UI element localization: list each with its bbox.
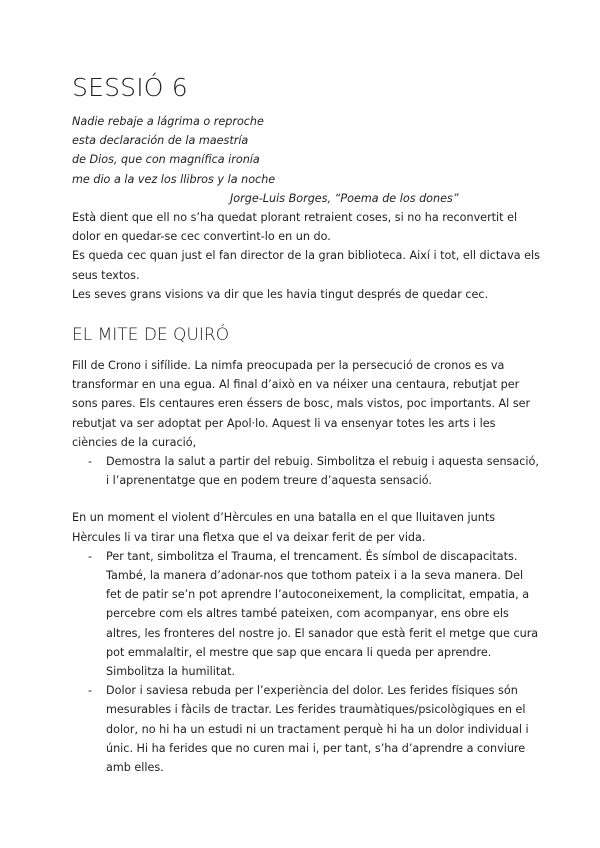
list-item bbox=[88, 547, 540, 681]
section-heading: EL MITE DE QUIRÓ bbox=[72, 325, 230, 346]
intro-paragraph: Les seves grans visions va dir que les havia tingut després de quedar cec. bbox=[72, 287, 489, 301]
list-item-text: Demostra la salut a partir del rebuig. Simbolitza el rebuig i aquesta sensació, i l’aprenentatge que en podem treure d’aquesta sensació. bbox=[106, 455, 539, 488]
dash-bullet: - bbox=[88, 455, 93, 469]
intro-paragraph: Es queda cec quan just el fan director de la gran biblioteca. Així i tot, ell dictava els seus textos. bbox=[72, 249, 540, 282]
list-item-text: Dolor i saviesa rebuda per l’experiència del dolor. Les ferides físiques són mesurables i fàcils de tractar. Les ferides traumàtiques/psicològiques en el dolor, no hi ha un estudi ni un tractament perquè hi ha un dolor individual i únic. Hi ha ferides que no curen mai i, per tant, s’ha d’aprendre a conviure amb elles. bbox=[106, 684, 529, 775]
dash-bullet: - bbox=[88, 684, 93, 698]
poem-line: de Dios, que con magnífica ironía bbox=[72, 153, 260, 167]
body-paragraph: Fill de Crono i sifílide. La nimfa preocupada per la persecució de cronos es va transformar en una egua. Al final d’això en va néixer una centaura, rebutjat per sons pares. Els centaures eren éssers de bosc, mals vistos, poc importants. Al ser rebutjat va ser adoptat per Apol·lo. Aquest li va ensenyar totes les arts i les ciències de la curació, bbox=[72, 359, 531, 449]
poem-line: me dio a la vez los llibros y la noche bbox=[72, 172, 276, 186]
list-item bbox=[88, 681, 540, 777]
poem-epigraph bbox=[72, 112, 540, 208]
paragraph-spacer bbox=[72, 490, 540, 508]
bullet-list bbox=[72, 547, 540, 777]
intro-paragraph: Està dient que ell no s’ha quedat plorant retraient coses, si no ha reconvertit el dolor en quedar-se cec convertint-lo en un do. bbox=[72, 211, 518, 244]
poem-line: Nadie rebaje a lágrima o reproche bbox=[72, 115, 264, 128]
body-paragraph: En un moment el violent d’Hèrcules en una batalla en el que lluitaven junts Hèrcules li va tirar una fletxa que el va deixar ferit de per vida. bbox=[72, 511, 496, 544]
list-item bbox=[88, 452, 540, 490]
page-title: SESSIÓ 6 bbox=[72, 73, 188, 102]
document-page bbox=[72, 72, 540, 777]
dash-bullet: - bbox=[88, 549, 93, 563]
poem-attribution: Jorge-Luis Borges, “Poema de los dones” bbox=[230, 191, 459, 205]
list-item-text: Per tant, simbolitza el Trauma, el trencament. És símbol de discapacitats. També, la manera d’adonar-nos que tothom pateix i a la seva manera. Del fet de patir se’n pot aprendre l’autoconeixement, la complicitat, empatia, a percebre com els altres també pateixen, com acompanyar, ens obre els altres, les fronteres del nostre jo. El sanador que està ferit el metge que cura pot emmalaltir, el mestre que sap que encara li queda per aprendre. Simbolitza la humilitat. bbox=[106, 549, 539, 679]
bullet-list bbox=[72, 452, 540, 490]
poem-line: esta declaración de la maestría bbox=[72, 134, 249, 148]
